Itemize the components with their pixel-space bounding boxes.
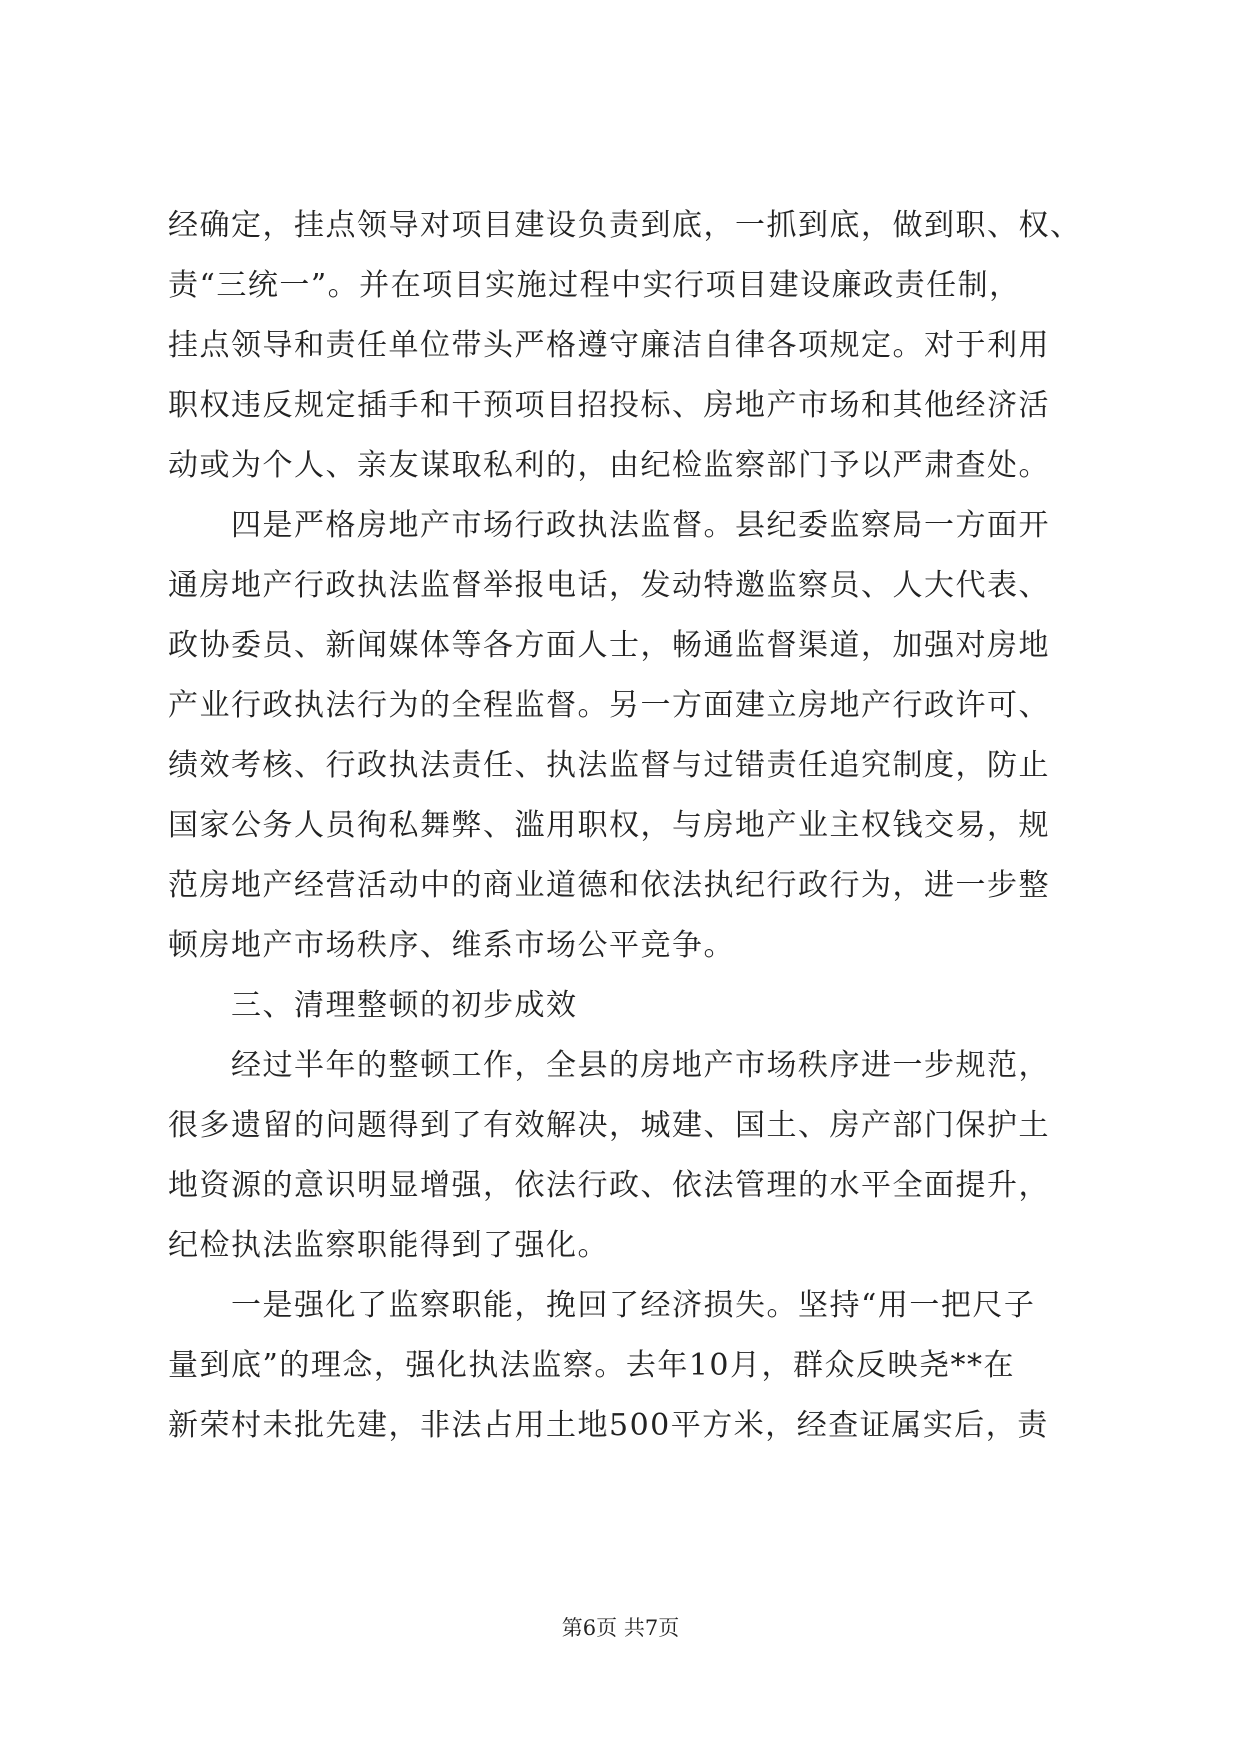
section-heading: 三、清理整顿的初步成效 bbox=[168, 988, 578, 1023]
text-line: 动或为个人、亲友谋取私利的，由纪检监察部门予以严肃查处。 bbox=[168, 448, 1050, 483]
text-line: 一是强化了监察职能，挽回了经济损失。坚持“用一把尺子 bbox=[168, 1288, 1036, 1323]
body-text bbox=[168, 196, 1098, 1456]
text-line: 职权违反规定插手和干预项目招投标、房地产市场和其他经济活 bbox=[168, 388, 1050, 423]
text-line: 产业行政执法行为的全程监督。另一方面建立房地产行政许可、 bbox=[168, 688, 1050, 723]
text-line: 范房地产经营活动中的商业道德和依法执纪行政行为，进一步整 bbox=[168, 868, 1050, 903]
text-line: 很多遗留的问题得到了有效解决，城建、国土、房产部门保护土 bbox=[168, 1108, 1050, 1143]
text-line: 国家公务人员徇私舞弊、滥用职权，与房地产业主权钱交易，规 bbox=[168, 808, 1050, 843]
text-line: 四是严格房地产市场行政执法监督。县纪委监察局一方面开 bbox=[168, 508, 1050, 543]
text-line: 政协委员、新闻媒体等各方面人士，畅通监督渠道，加强对房地 bbox=[168, 628, 1050, 663]
text-line: 地资源的意识明显增强，依法行政、依法管理的水平全面提升， bbox=[168, 1168, 1050, 1203]
text-line: 新荣村未批先建，非法占用土地500平方米，经查证属实后，责 bbox=[168, 1408, 1049, 1443]
text-line: 绩效考核、行政执法责任、执法监督与过错责任追究制度，防止 bbox=[168, 748, 1050, 783]
text-line: 经过半年的整顿工作，全县的房地产市场秩序进一步规范， bbox=[168, 1048, 1050, 1083]
text-line: 责“三统一”。并在项目实施过程中实行项目建设廉政责任制， bbox=[168, 268, 1021, 303]
text-line: 量到底”的理念，强化执法监察。去年10月，群众反映尧**在 bbox=[168, 1348, 1016, 1383]
text-line: 挂点领导和责任单位带头严格遵守廉洁自律各项规定。对于利用 bbox=[168, 328, 1050, 363]
text-line: 通房地产行政执法监督举报电话，发动特邀监察员、人大代表、 bbox=[168, 568, 1050, 603]
text-line: 纪检执法监察职能得到了强化。 bbox=[168, 1228, 609, 1263]
text-line: 顿房地产市场秩序、维系市场公平竞争。 bbox=[168, 928, 735, 963]
page-number-footer: 第6页 共7页 bbox=[561, 1616, 680, 1640]
text-line: 经确定，挂点领导对项目建设负责到底，一抓到底，做到职、权、 bbox=[168, 208, 1082, 243]
